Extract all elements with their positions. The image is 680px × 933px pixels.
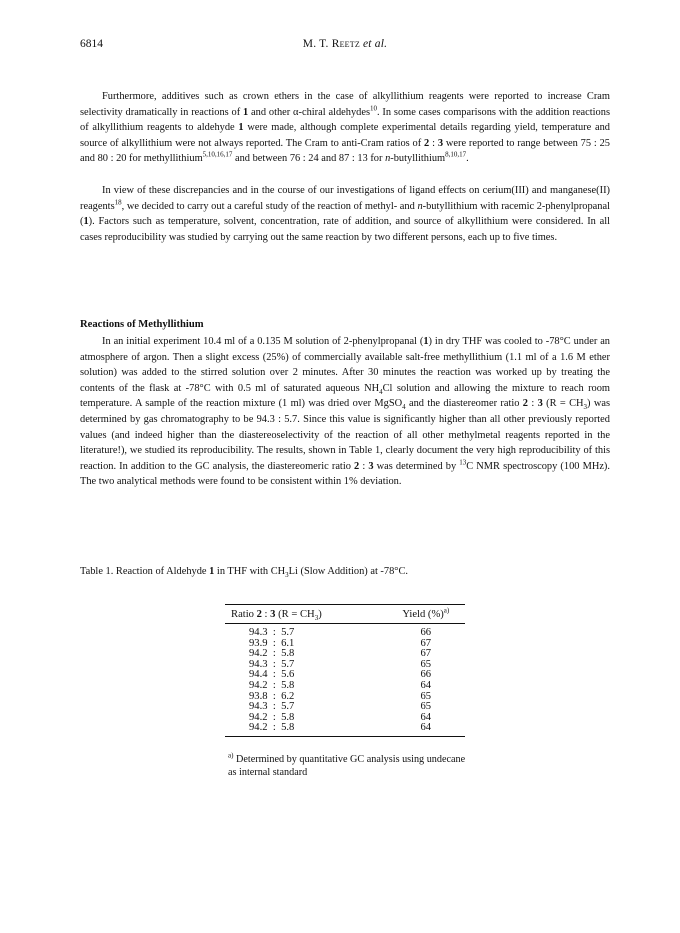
table-footnote: $^{a)}$ Determined by quantitative GC analysis using undecane as internal standard [228, 751, 466, 778]
ratio-cell: 94.2 : 5.8 [225, 723, 387, 736]
yield-cell: 67 [420, 648, 432, 660]
yield-cell: 65 [420, 658, 432, 670]
ratio-cell: 94.3 : 5.7 [249, 658, 295, 670]
table-caption: Table 1. Reaction of Aldehyde 1 in THF with $CH_3Li$ (Slow Addition) at -78°C. [80, 566, 408, 580]
yield-cell: 65 [420, 701, 432, 713]
running-head [80, 38, 610, 54]
ratio-cell: 94.4 : 5.6 [249, 669, 295, 681]
column-header-ratio: Ratio 2 : 3 $(R = CH_3)$ [225, 605, 387, 624]
paragraph-initial-experiment: In an initial experiment 10.4 ml of a 0.135 M solution of 2-phenylpropanal (1) in dry THF was cooled to -78°C under an atmosphere of argon. Then a slight excess (25%) of commercially available salt-free methyllithium (1.1 ml of a 1.6 M ether solution) was added to the stirred solution over 2 minutes. After 30 minutes the reaction was worked up by treating the contents of the flask at -78°C with 0.5 ml of saturated aqueous $NH_4Cl$ solution and allowing the mixture to reach room temperature. A sample of the reaction mixture (1 ml) was dried over MgSO$_4$ and the diastereomer ratio 2 : 3 $(R = CH_3)$ was determined by gas chromatography to be 94.3 : 5.7. Since this value is significantly higher than all other previously reported values (and indeed higher than the diastereoselectivity of the reaction of all other methylmetal reagents reported in the literature!), we studied its reproducibility. The results, shown in Table 1, clearly document the very high reproducibility of this reaction. In addition to the GC analysis, the diastereomeric ratio 2 : 3 was determined by $^{13}$C NMR spectroscopy (100 MHz). The two analytical methods were found to be consistent within 1% deviation. [80, 336, 611, 488]
ratio-cell: 93.8 : 6.2 [249, 690, 295, 702]
results-table [225, 604, 465, 737]
table-header-row [225, 605, 465, 624]
table-row [225, 723, 465, 736]
running-head-author: M. T. Reetz et al. [302, 38, 388, 50]
ratio-cell: 94.2 : 5.8 [249, 648, 295, 660]
column-header-yield: Yield (%)$^{a)}$ [387, 605, 465, 624]
yield-cell: 65 [420, 690, 432, 702]
ratio-cell: 94.2 : 5.8 [249, 711, 295, 723]
ratio-cell: 94.3 : 5.7 [249, 701, 295, 713]
table-row [225, 624, 465, 639]
ratio-cell: 94.3 : 5.7 [249, 627, 295, 638]
yield-cell: 67 [420, 637, 432, 649]
section-heading: Reactions of Methyllithium [80, 319, 204, 330]
yield-cell: 64 [420, 711, 432, 723]
table-row [225, 681, 465, 692]
yield-cell: 66 [420, 627, 432, 638]
paragraph-additives: Furthermore, additives such as crown ethers in the case of alkyllithium reagents were reported to increase Cram selectivity dramatically in reactions of 1 and other α-chiral aldehydes$^{10}$. In some cases comparisons with the addition reactions of alkyllithium reagents to aldehyde 1 were made, although complete experimental details regarding yield, temperature and source of alkyllithium were not always reported. The Cram to anti-Cram ratios of 2 : 3 were reported to range between 75 : 25 and 80 : 20 for methyllithium$^{5,10,16,17}$ and between 76 : 24 and 87 : 13 for n-butyllithium$^{8,10,17}$. [80, 91, 611, 165]
ratio-cell: 94.2 : 5.8 [249, 679, 295, 691]
page-number: 6814 [80, 38, 103, 50]
ratio-cell: 93.9 : 6.1 [249, 637, 295, 649]
yield-cell: 64 [387, 723, 465, 736]
paragraph-discrepancies: In view of these discrepancies and in the course of our investigations of ligand effects on cerium(III) and manganese(II) reagents$^{18}$, we decided to carry out a careful study of the reaction of methyl- and n-butyllithium with racemic 2-phenylpropanal (1). Factors such as temperature, solvent, concentration, rate of addition, and source of alkyllithium were considered. In all cases reproducibility was studied by carrying out the same reaction by two different persons, each up to five times. [80, 185, 610, 243]
yield-cell: 64 [420, 679, 432, 691]
yield-cell: 66 [420, 669, 432, 681]
